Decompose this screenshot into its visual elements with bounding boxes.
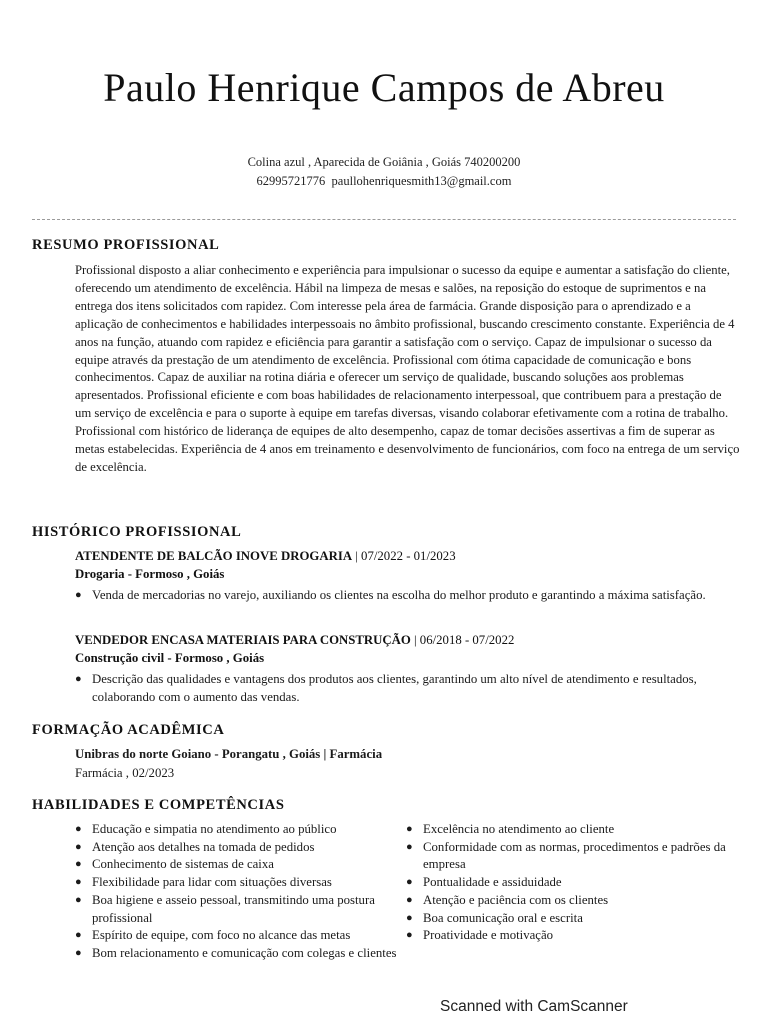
header-divider [32, 219, 736, 220]
list-item [75, 839, 405, 857]
job-role: ATENDENTE DE BALCÃO INOVE DROGARIA [75, 549, 353, 563]
list-item [75, 892, 405, 927]
list-item [75, 927, 405, 945]
bullet-icon: ● [406, 911, 413, 924]
contact-phone-email [60, 174, 708, 189]
candidate-name: Paulo Henrique Campos de Abreu [103, 64, 665, 110]
list-item [406, 927, 726, 945]
bullet-icon: ● [75, 823, 82, 835]
list-item [75, 874, 405, 892]
list-item [406, 892, 726, 910]
list-item [406, 910, 726, 928]
job-period: | 07/2022 - 01/2023 [355, 549, 456, 563]
education-heading: FORMAÇÃO ACADÊMICA [32, 722, 225, 738]
history-heading: HISTÓRICO PROFISSIONAL [32, 524, 242, 540]
bullet-icon: ● [75, 673, 82, 685]
job-employer-1: Drogaria - Formoso , Goiás [75, 567, 225, 581]
skill-text: Conformidade com as normas, procedimentos e padrões da empresa [423, 839, 726, 872]
job-bullet-text: Venda de mercadorias no varejo, auxiliando os clientes na escolha do melhor produto e garantindo a máxima satisfação. [92, 588, 706, 602]
job-title-2 [75, 633, 514, 648]
skill-text: Educação e simpatia no atendimento ao público [92, 822, 337, 836]
skill-text: Conhecimento de sistemas de caixa [92, 857, 274, 872]
skill-text: Pontualidade e assiduidade [423, 875, 562, 890]
bullet-icon: ● [75, 840, 82, 853]
skill-text: Boa higiene e asseio pessoal, transmitindo uma postura profissional [92, 892, 375, 925]
bullet-icon: ● [75, 876, 82, 889]
bullet-icon: ● [75, 929, 82, 942]
skill-text: Excelência no atendimento ao cliente [423, 822, 615, 836]
contact-phone: 62995721776 [256, 174, 326, 188]
education-institution: Unibras do norte Goiano - Porangatu , Goiás | Farmácia [75, 747, 383, 761]
contact-email: paullohenriquesmith13@gmail.com [331, 174, 512, 188]
skill-text: Boa comunicação oral e escrita [423, 910, 583, 925]
skill-text: Atenção e paciência com os clientes [423, 892, 609, 907]
list-item [75, 945, 405, 963]
education-course: Farmácia , 02/2023 [75, 766, 175, 780]
scanner-watermark: Scanned with CamScanner [440, 998, 628, 1015]
skills-heading: HABILIDADES E COMPETÊNCIAS [32, 797, 285, 813]
bullet-icon: ● [406, 876, 413, 889]
summary-heading: RESUMO PROFISSIONAL [32, 237, 220, 253]
job-title-1 [75, 549, 456, 564]
job-bullets-2 [75, 671, 735, 706]
bullet-icon: ● [75, 893, 82, 906]
bullet-icon: ● [75, 858, 82, 871]
bullet-icon: ● [75, 946, 82, 959]
skill-text: Atenção aos detalhes na tomada de pedidos [92, 839, 315, 854]
job-bullets-1 [75, 587, 735, 605]
bullet-icon: ● [406, 823, 413, 835]
bullet-icon: ● [406, 893, 413, 906]
job-role: VENDEDOR ENCASA MATERIAIS PARA CONSTRUÇÃO [75, 633, 411, 647]
contact-address: Colina azul , Aparecida de Goiânia , Goiás 740200200 [247, 155, 521, 169]
list-item [75, 671, 735, 706]
skill-text: Proatividade e motivação [423, 928, 554, 943]
list-item [75, 856, 405, 874]
list-item [406, 839, 726, 874]
skill-text: Bom relacionamento e comunicação com colegas e clientes [92, 945, 397, 960]
job-bullet-text: Descrição das qualidades e vantagens dos produtos aos clientes, garantindo um alto nível de atendimento e resultados, colaborando com o aumento das vendas. [92, 672, 697, 704]
skills-list-left [75, 821, 405, 963]
summary-text: Profissional disposto a aliar conhecimento e experiência para impulsionar o sucesso da equipe e aumentar a satisfação do cliente, oferecendo um atendimento de excelência. Hábil na limpeza de mesas e salões, na reposição do estoque de suprimentos e na entrega dos itens solicitados com rapidez. Com interesse pela área de farmácia. Grande disposição para o aprendizado e a aplicação de conhecimentos e habilidades interpessoais no âmbito profissional, buscando crescimento constante. Experiência de 4 anos na função, atuando com rapidez e eficiência para garantir a satisfação com o serviço. Capaz de impulsionar o sucesso da equipe através da prestação de um atendimento de excelência. Profissional com ótima capacidade de comunicação e bons conhecimentos. Capaz de auxiliar na rotina diária e oferecer um serviço de qualidade, buscando soluções aos problemas apresentados. Profissional eficiente e com boas habilidades de relacionamento interpessoal, que contribuem para a prestação de um serviço de excelência e para o suporte à equipe em tarefas diversas, visando colaborar efetivamente com a rotina de trabalho. Profissional com histórico de liderança de equipes de alto desempenho, capaz de tomar decisões assertivas a fim de superar as metas estabelecidas. Experiência de 4 anos em treinamento e desenvolvimento de funcionários, com foco na entrega de um serviço de excelência. [75, 263, 740, 474]
skill-text: Espírito de equipe, com foco no alcance das metas [92, 928, 351, 943]
skills-list-right [406, 821, 726, 945]
bullet-icon: ● [406, 929, 413, 942]
bullet-icon: ● [75, 589, 82, 601]
job-employer-2: Construção civil - Formoso , Goiás [75, 651, 265, 665]
job-period: | 06/2018 - 07/2022 [414, 633, 515, 647]
bullet-icon: ● [406, 840, 413, 853]
skill-text: Flexibilidade para lidar com situações diversas [92, 875, 332, 890]
list-item [406, 874, 726, 892]
list-item [75, 587, 735, 605]
list-item [406, 821, 726, 839]
list-item [75, 821, 405, 839]
